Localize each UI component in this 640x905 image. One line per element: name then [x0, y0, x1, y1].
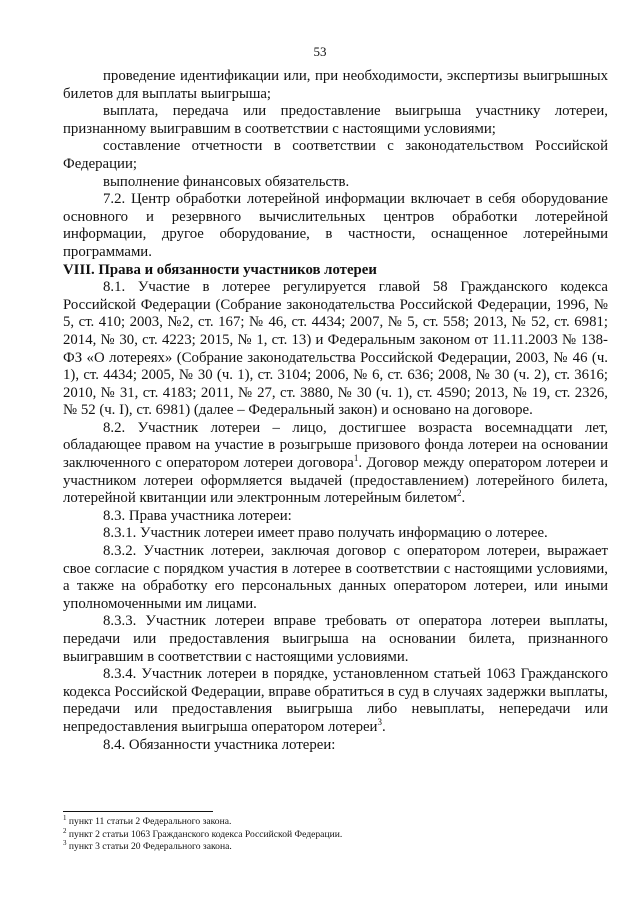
- paragraph: [63, 420, 608, 508]
- footnote: [63, 826, 608, 842]
- paragraph: выплата, передача или предоставление выигрыша участнику лотереи, признанному выигравшим в соответствии с настоящими условиями;: [63, 103, 608, 137]
- footnote-mark: 1: [63, 813, 67, 822]
- paragraph: выполнение финансовых обязательств.: [103, 173, 350, 190]
- footnote: [63, 838, 608, 854]
- footnotes: [63, 813, 608, 854]
- paragraph: 8.3.1. Участник лотереи имеет право получать информацию о лотерее.: [103, 525, 548, 542]
- paragraph-text: 8.2. Участник лотереи – лицо, достигшее возраста восемнадцати лет, обладающее правом на участие в розыгрыше призового фонда лотереи на основании заключенного с оператором лотереи договора: [63, 419, 608, 472]
- footnote-ref: 2: [456, 488, 462, 499]
- footnote-text: пункт 2 статьи 1063 Гражданского кодекса Российской Федерации.: [66, 828, 343, 840]
- paragraph: 8.3. Права участника лотереи:: [103, 507, 292, 524]
- paragraph: [63, 666, 608, 736]
- section-title: VIII. Права и обязанности участников лотереи: [63, 261, 377, 278]
- paragraph-text: .: [461, 490, 466, 507]
- paragraph: составление отчетности в соответствии с законодательством Российской Федерации;: [63, 138, 608, 172]
- footnote-ref: 3: [377, 717, 382, 728]
- paragraph: 8.3.2. Участник лотереи, заключая договор с оператором лотереи, выражает свое согласие с порядком участия в лотерее в соответствии с настоящими условиями, а также на обработку его персональных данных оператором лотереи, или иными уполномоченными им лицами.: [63, 543, 608, 612]
- footnote-text: пункт 11 статьи 2 Федерального закона.: [66, 816, 232, 827]
- paragraph-text: .: [381, 718, 386, 735]
- paragraph: 8.1. Участие в лотерее регулируется главой 58 Гражданского кодекса Российской Федерации (Собрание законодательства Российской Федерации, 1996, № 5, ст. 410; 2003, №2, ст. 167; № 46, ст. 4434; 2007, № 5, ст. 558; 2013, № 52, ст. 6981; 2014, № 30, ст. 4223; 2015, № 1, ст. 13) и Федеральным законом от 11.11.2003 № 138-ФЗ «О лотереях» (Собрание законодательства Российской Федерации, 2003, № 46 (ч. 1), ст. 4434; 2005, № 30 (ч. 1), ст. 3104; 2006, № 6, ст. 636; 2008, № 30 (ч. 2), ст. 3616; 2010, № 31, ст. 4183; 2011, № 27, ст. 3880, № 30 (ч. 1), ст. 4590; 2013, № 19, ст. 2326, № 52 (ч. I), ст. 6981) (далее – Федеральный закон) и основано на договоре.: [63, 279, 608, 419]
- paragraph: 8.4. Обязанности участника лотереи:: [103, 736, 336, 753]
- footnote-text: пункт 3 статьи 20 Федерального закона.: [66, 841, 232, 852]
- page-number: 53: [313, 44, 327, 59]
- footnote: [63, 813, 608, 829]
- footnote-ref: 1: [353, 453, 359, 464]
- document-body: [63, 68, 608, 754]
- footnote-divider: [63, 811, 213, 812]
- paragraph: 8.3.3. Участник лотереи вправе требовать от оператора лотереи выплаты, передачи или предоставления выигрыша на основании билета, признанного выигравшим в соответствии с настоящими условиями.: [63, 613, 608, 665]
- paragraph-text: 8.3.4. Участник лотереи в порядке, установленном статьей 1063 Гражданского кодекса Российской Федерации, вправе обратиться в суд в случаях задержки выплаты, передачи или предоставления выигрыша либо невыплаты, непередачи или непредоставления выигрыша оператором лотереи: [63, 666, 608, 735]
- paragraph: проведение идентификации или, при необходимости, экспертизы выигрышных билетов для выплаты выигрыша;: [63, 68, 608, 102]
- paragraph-text: . Договор между оператором лотереи и участником лотереи оформляется выдачей (предоставлением) лотерейного билета, лотерейной квитанции или электронным лотерейным билетом: [63, 455, 609, 507]
- paragraph: 7.2. Центр обработки лотерейной информации включает в себя оборудование основного и резервного вычислительных центров обработки лотерейной информации, другое оборудование, в частности, оснащенное лотерейными программами.: [63, 191, 608, 260]
- footnote-mark: 2: [63, 826, 67, 835]
- footnote-mark: 3: [63, 838, 67, 847]
